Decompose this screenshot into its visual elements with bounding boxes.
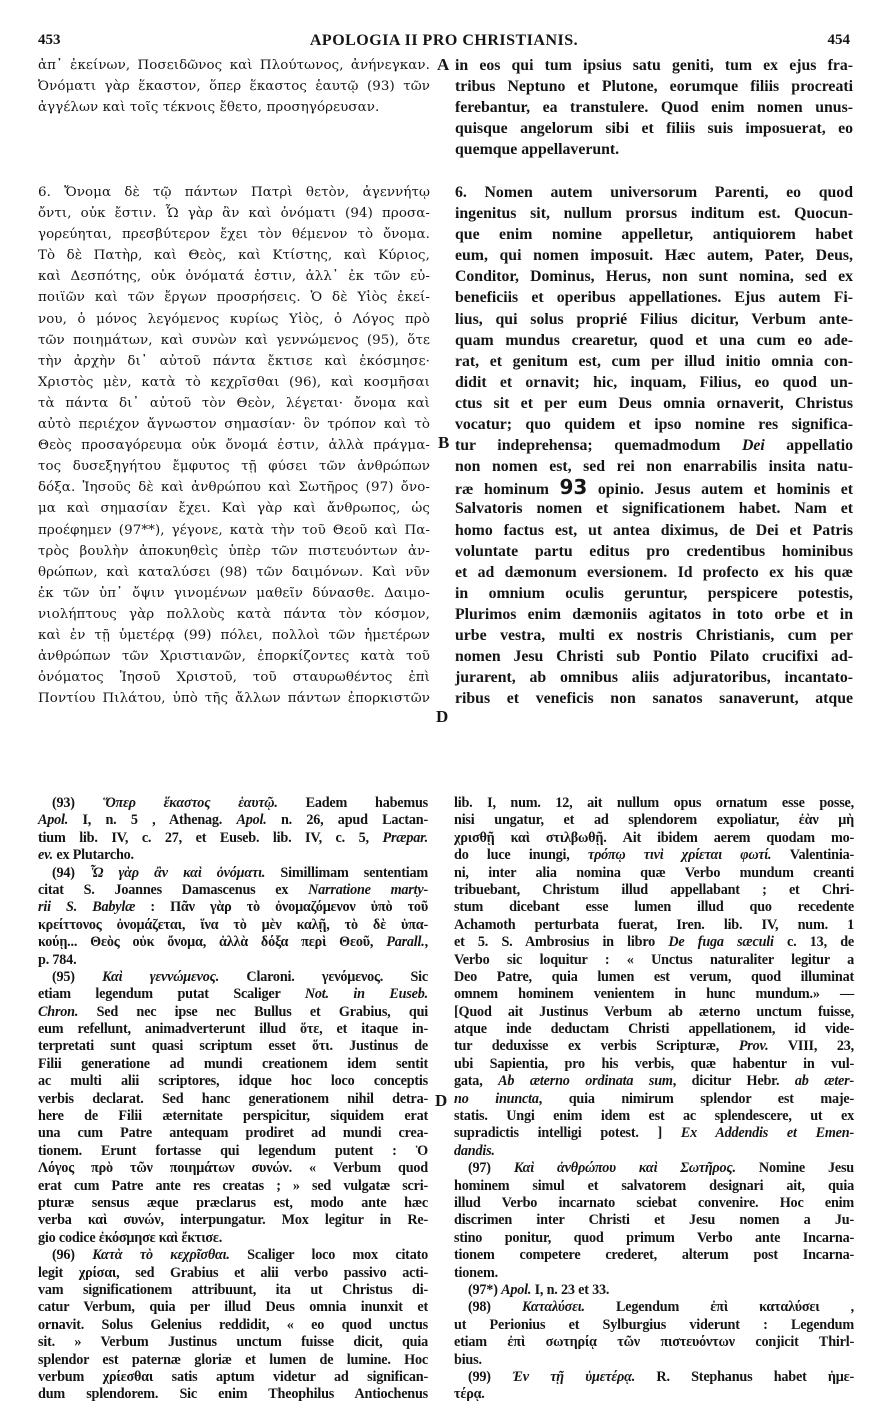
greek-text-top <box>38 55 430 118</box>
footnotes-right-column <box>454 795 854 1404</box>
footnote-line: verbum χρίεσθαι satis aptum videtur ad significan- <box>38 1368 428 1385</box>
footnote-line: legit χρίσαι, sed Grabius et alii verbo passivo acti- <box>38 1264 428 1281</box>
text-line: ὀνόματος Ἰησοῦ Χριστοῦ, τοῦ σταυρωθέντος ἐπὶ <box>38 670 430 686</box>
italic-span: Ex Addendis et Emen- <box>680 1125 854 1142</box>
text-line: Θεὸς προσαγόρευμα οὐκ ὄνομά ἐστιν, ἀλλὰ πράγμα- <box>38 438 430 454</box>
italic-span: Ὅπερ ἕκαστος ἑαυτῷ. <box>102 795 278 811</box>
text-line: καὶ Δεσπότης, οὐκ ὀνόματά ἐστιν, ἀλλ᾽ ἐκ τῶν εὐ- <box>38 269 430 285</box>
italic-span: Apol. <box>501 1281 532 1298</box>
footnote-line: tionem. <box>454 1264 498 1281</box>
footnote-line: verbis declarat. Sed hanc generationem nihil detra- <box>38 1090 428 1107</box>
italic-span: Apol. <box>236 812 267 829</box>
footnote-line: tium lib. IV, c. 27, et Euseb. lib. IV, c. 5, Præpar. <box>38 829 428 846</box>
text-line: ἀνθρώπων τῶν Χριστιανῶν, ἐπορκίζοντες κατὰ τοῦ <box>38 649 430 665</box>
text-line: urbe vestra, multi ex nostris Christianis, cum per <box>455 626 853 644</box>
text-line: τος δυσεξηγήτου ἔμφυτος τῇ φύσει τῶν ἀνθρώπων <box>38 459 430 475</box>
italic-span: Καὶ γεννώμενος. <box>102 968 220 985</box>
footnote-line: tionem competere crederet, alterum post Incarna- <box>454 1247 854 1264</box>
footnote-line: etiam ἐπὶ σωτηρίᾳ τῶν πιστευόντων conjicit Thirl- <box>454 1334 854 1351</box>
footnote-line: stum dicebant esse lumen illud quo recedente <box>454 899 854 916</box>
text-line: et ad dæmonum eversionem. Id profecto ex his quæ <box>455 563 853 581</box>
footnote-line: χρισθῇ καὶ στιλβωθῇ. Ait ibidem aerem quodam mo- <box>454 829 854 846</box>
latin-text-top <box>455 55 853 160</box>
footnote-line: illud Verbo incarnato sciebat convenire. Hoc enim <box>454 1194 854 1211</box>
text-line: ctus sit et per eum Deus omnia ornaverit, Christus <box>455 394 853 412</box>
text-line: rat, et genitum est, cum per illud initio omnia con- <box>455 352 853 370</box>
italic-span: Ab æterno ordinata sum <box>498 1073 673 1090</box>
text-line: ὄντι, οὐκ ἔστιν. Ὧ γὰρ ἂν καὶ ὀνόματι (94) προσα- <box>38 206 430 222</box>
footnote-line: catur Verbum, quia per illud Deus omnia inunxit et <box>38 1299 428 1316</box>
text-line: lius, qui solus proprié Filius dicitur, Verbum ante- <box>455 310 853 328</box>
margin-marker-a: A <box>437 55 450 74</box>
italic-span: Not. in Euseb. <box>304 986 428 1003</box>
italic-span: no inuncta <box>454 1090 539 1107</box>
footnote-line: ni, inter alia nomina quæ Verbo mundum creanti <box>454 864 854 881</box>
italic-span: Dei <box>741 437 765 455</box>
italic-span: Ἐν τῇ ὑμετέρᾳ. <box>512 1368 636 1385</box>
footnote-start-line: (97) Καὶ ἀνθρώπου καὶ Σωτῆρος. Nomine Jesu <box>468 1160 854 1177</box>
greek-text-main <box>38 182 430 709</box>
text-line: Χριστὸς μὲν, κατὰ τὸ κεχρῖσθαι (96), καὶ κοσμῆσαι <box>38 374 430 390</box>
text-line: beneficiis et operibus appellationes. Ejus autem Fi- <box>455 289 853 307</box>
footnote-line: [Quod ait Justinus Verbum ab æterno unctum fuisse, <box>454 1003 854 1020</box>
text-line: Salvatoris nomen et significationem habet. Nam et <box>455 500 853 518</box>
footnote-line: Apol. I, n. 5 , Athenag. Apol. n. 26, apud Lactan- <box>38 812 428 829</box>
text-line: quemque appellaverunt. <box>455 141 620 159</box>
text-line: τῶν ποιημάτων, καὶ συνὼν καὶ γεννώμενος (95), ὅτε <box>38 332 430 348</box>
footnote-line: dum splendorem. Sic enim Theophilus Antiochenus <box>38 1386 428 1403</box>
italic-span: Apol. <box>38 812 69 829</box>
footnote-line: vam significationem attribuunt, ita ut Christus di- <box>38 1281 428 1298</box>
text-line: δόξα. Ἰησοῦς δὲ καὶ ἀνθρώπου καὶ Σωτῆρος (97) ὄνο- <box>38 480 430 496</box>
text-line: μα καὶ σημασίαν ἔχει. Καὶ γὰρ καὶ ἄνθρωπος, ὡς <box>38 501 430 517</box>
footnote-line: gata, Ab æterno ordinata sum, dicitur Hebr. ab æter- <box>454 1073 854 1090</box>
italic-span: Præpar. <box>382 829 428 846</box>
text-line: θρώπων, καὶ καταλύσει (98) τῶν δαιμόνων. Καὶ νῦν <box>38 564 430 580</box>
footnote-line: bius. <box>454 1351 482 1368</box>
italic-span: De fuga sæculi <box>668 934 774 951</box>
text-line: τὰ πάντα δι᾽ αὐτοῦ τὸν Θεὸν, λέγεται· ὄνομα καὶ <box>38 395 430 411</box>
text-line: quam mundus crearetur, quod et una cum eo ade- <box>455 331 853 349</box>
text-line: eum, qui nomen imposuit. Hæc autem, Pater, Deus, <box>455 247 853 265</box>
page-header <box>38 32 850 52</box>
footnote-line: κούῃ... Θεὸς οὐκ ὄνομα, ἀλλὰ δόξα περὶ Θεοῦ, Parall., <box>38 934 428 951</box>
text-line: αὐτὸ περιέχον ἄγνωστον σημασίαν· ὃν τρόπον καὶ τὸ <box>38 417 430 433</box>
italic-span: Καὶ ἀνθρώπου καὶ Σωτῆρος. <box>513 1160 736 1177</box>
footnote-line: tur deduxisse ex verbis Scripturæ, Prov. VIII, 23, <box>454 1038 854 1055</box>
text-line: didit et ornavit; hic, inquam, Filius, eo quod un- <box>455 373 853 391</box>
footnote-line: ubi Sapientia, pro his verbis, quæ habentur in vul- <box>454 1055 854 1072</box>
italic-span: Κατὰ τὸ κεχρῖσθαι. <box>92 1247 230 1264</box>
text-line: ἐκ τῶν ὑπ᾽ ὄψιν γινομένων μαθεῖν δύνασθε. Δαιμο- <box>38 585 430 601</box>
footnote-line: statis. Ungi enim idem est ac splendescere, ut ex <box>454 1108 854 1125</box>
footnote-start-line: (94) Ὧ γὰρ ἂν καὶ ὀνόματι. Simillimam sententiam <box>52 864 429 881</box>
footnote-start-line: (93) Ὅπερ ἕκαστος ἑαυτῷ. Eadem habemus <box>52 795 429 811</box>
text-line: non nomen est, sed rei non enarrabilis insita natu- <box>455 458 853 476</box>
text-line: νιολήπτους γὰρ πολλοὺς κατὰ πάντα τὸν κόσμον, <box>38 606 430 622</box>
margin-marker-d-notes: D <box>435 1091 448 1110</box>
italic-span: Chron. <box>38 1003 79 1020</box>
footnote-line: discrimen inter Christi et Jesu nomen a Ju- <box>454 1212 854 1229</box>
footnote-line: splendor est paternæ gloriæ et lumen de lumine. Hoc <box>38 1351 428 1368</box>
italic-span: dandis. <box>454 1142 495 1159</box>
footnote-line: ev. ex Plutarcho. <box>38 847 134 864</box>
italic-span: Narratione marty- <box>308 881 428 898</box>
footnote-start-line: (97*) Apol. I, n. 23 et 33. <box>468 1281 610 1298</box>
text-line: ingenitus sit, nullum prorsus inditum est. Quocun- <box>455 205 853 223</box>
text-line: ἀγγέλων καὶ τοῖς τέκνοις ἔθετο, προσηγόρευσαν. <box>38 100 380 116</box>
folio-stamp: 93 <box>559 475 588 500</box>
footnote-line: tribuebant, Christum illud appellabant ; et Chri- <box>454 881 854 898</box>
footnote-start-line: (95) Καὶ γεννώμενος. Claroni. γενόμενος. Sic <box>52 968 428 985</box>
text-line: Τὸ δὲ Πατὴρ, καὶ Θεὸς, καὶ Κτίστης, καὶ Κύριος, <box>38 248 430 264</box>
text-line: voluntate partu editus pro credentibus hominibus <box>455 542 853 560</box>
footnote-line: verba καὶ συνών, interpungatur. Mox legitur in Re- <box>38 1212 428 1229</box>
text-line: γορεύηται, πρεσβύτερον ἔχει τὸν θέμενον τὸ ὄνομα. <box>38 227 430 243</box>
footnote-line: here de Filii æternitate perspicitur, siquidem erat <box>38 1108 428 1125</box>
italic-span: Prov. <box>738 1038 769 1055</box>
footnote-line: omnem hominem venientem in hunc mundum.» — <box>454 986 854 1003</box>
text-line: que enim nomine appelletur, antiquiorem habet <box>455 226 853 244</box>
footnote-line: sit. » Verbum Justinus unctum fuisse dicit, quia <box>38 1334 428 1351</box>
footnotes-left-column <box>38 795 428 1404</box>
footnote-line: tionem. Erunt fortasse qui legendum putent : Ὁ <box>38 1142 428 1159</box>
footnote-line: rii S. Babylæ : Πᾶν γὰρ τὸ ὀνομαζόμενον ὑπὸ τοῦ <box>38 899 428 916</box>
text-line: νου, ὁ μόνος λεγόμενος κυρίως Υἱὸς, ὁ Λόγος πρὸ <box>38 311 430 327</box>
italic-span: rii S. Babylæ <box>38 899 136 916</box>
text-line: Ὀνόματι γὰρ ἕκαστον, ὅπερ ἕκαστος ἑαυτῷ (93) τῶν <box>38 79 430 95</box>
text-line: in eos qui tum ipsius satu geniti, tum ex ejus fra- <box>455 57 853 74</box>
text-line: Ποντίου Πιλάτου, ὑπὸ τῆς ἄλλων πάντων ἐπορκιστῶν <box>38 691 430 707</box>
footnote-line: Deo Patre, quia lumen est verum, quod illuminat <box>454 968 854 985</box>
italic-span: Ὧ γὰρ ἂν καὶ ὀνόματι. <box>90 864 266 881</box>
text-line: ἀπ᾽ ἐκείνων, Ποσειδῶνος καὶ Πλούτωνος, ἀνήνεγκαν. <box>38 58 430 73</box>
footnote-line: stino ponitur, quod primum Verbo ante Incarna- <box>454 1229 854 1246</box>
footnote-line: et 5. S. Ambrosius in libro De fuga sæculi c. 13, de <box>454 934 854 951</box>
text-line: Conditor, Dominus, Herus, non sunt nomina, sed ex <box>455 268 853 286</box>
footnote-line: Λόγος πρὸ τῶν ποιημάτων συνών. « Verbum quod <box>38 1160 428 1177</box>
footnote-line: Achamoth perturbata fuerat, Iren. lib. IV, num. 1 <box>454 916 854 933</box>
text-line: ræ hominum 93 opinio. Jesus autem et hominis et <box>455 475 853 500</box>
footnote-line: erat cum Patre ante res creatas ; » sed vulgatæ scri- <box>38 1177 428 1194</box>
footnote-line: nisi ungatur, et ad splendorem expoliatur, ἐὰν μὴ <box>454 812 854 829</box>
footnote-line: lib. I, num. 12, ait nullum opus ornatum esse posse, <box>454 795 854 811</box>
footnote-line: ornavit. Solus Gelenius reddidit, « eo quod unctus <box>38 1316 428 1333</box>
text-line: 6. Ὄνομα δὲ τῷ πάντων Πατρὶ θετὸν, ἀγεννήτῳ <box>38 185 430 200</box>
footnote-line <box>454 1143 854 1160</box>
footnote-line: Filii generatione ad mundi creationem idem sentit <box>38 1055 428 1072</box>
footnote-line: terpretati sunt quasi scriptum esset ὅτι. Justinus de <box>38 1038 428 1055</box>
page-number-right: 454 <box>827 32 850 48</box>
footnote-line: una cum Patre antequam prodiret ad mundi crea- <box>38 1125 428 1142</box>
text-line: προέφημεν (97**), γέγονε, κατὰ τὴν τοῦ Θεοῦ καὶ Πα- <box>38 522 430 538</box>
footnote-line: κρείττονος ὀνομάζεται, ἵνα τὸ μὲν καλῇ, τὸ δὲ ὑπα- <box>38 916 428 933</box>
italic-span: ab æter- <box>794 1073 854 1090</box>
footnote-line: pturæ sensus æque præclarus est, modo ante hæc <box>38 1194 428 1211</box>
footnote-line: citat S. Joannes Damascenus ex Narratione marty- <box>38 881 428 898</box>
text-line: vocatur; quo quidem et ipso nomine res significa- <box>455 416 853 434</box>
footnote-line: ut Perionius et Sylburgius viderunt : Legendum <box>454 1316 854 1333</box>
text-line: in omnium oculis geruntur, perspicere potestis, <box>455 584 853 602</box>
running-title: APOLOGIA II PRO CHRISTIANIS. <box>309 32 579 49</box>
text-line: καὶ ἐν τῇ ὑμετέρᾳ (99) πόλει, πολλοὶ τῶν ἡμετέρων <box>38 627 430 643</box>
footnote-start-line: (98) Καταλύσει. Legendum ἐπὶ καταλύσει , <box>468 1299 854 1316</box>
footnote-start-line: (96) Κατὰ τὸ κεχρῖσθαι. Scaliger loco mox citato <box>52 1247 429 1264</box>
margin-marker-d: D <box>436 707 449 726</box>
text-line: ferebantur, ea transtulere. Quod enim nomen unus- <box>455 99 853 117</box>
footnote-start-line: (99) Ἐν τῇ ὑμετέρᾳ. R. Stephanus habet ἡμε- <box>468 1368 854 1385</box>
text-line: τρὸς βουλὴν ἀποκυηθεὶς ὑπὲρ τῶν πιστευόντων ἀν- <box>38 543 430 559</box>
text-line: τὴν ἀρχὴν δι᾽ αὐτοῦ πάντα ἔκτισε καὶ ἐκόσμησε· <box>38 353 430 369</box>
italic-span: τρόπῳ τινὶ χρίεται φωτί. <box>587 847 772 864</box>
footnote-line: supradictis intelligi potest. ] Ex Addendis et Emen- <box>454 1125 854 1142</box>
footnote-line: atque inde deductam Christi appellationem, id vide- <box>454 1021 854 1038</box>
footnote-line: eum refellunt, animadverterunt illud ὅτε, et itaque in- <box>38 1021 428 1038</box>
italic-span: ev. <box>38 847 54 864</box>
text-line: tur indeprehensa; quemadmodum Dei appellatio <box>455 437 853 455</box>
footnote-line: Verbo sic loquitur : « Unctus naturaliter legitur a <box>454 951 854 968</box>
text-line: Plurimos enim dæmoniis agitatos in toto orbe et in <box>455 605 853 623</box>
text-line: quisque angelorum sibi et filiis suis imposuerat, eo <box>455 120 853 138</box>
text-line: 6. Nomen autem universorum Parenti, eo quod <box>455 184 853 201</box>
text-line: jurarent, ab omnibus aliis adjuratoribus, incantato- <box>455 669 853 687</box>
footnote-line: gio codice ἐκόσμησε καὶ ἔκτισε. <box>38 1229 223 1246</box>
footnote-line: p. 784. <box>38 951 77 968</box>
footnote-line: hominem simul et salvatorem designari ait, quia <box>454 1177 854 1194</box>
italic-span: Καταλύσει. <box>522 1299 585 1316</box>
footnote-line: etiam legendum putat Scaliger Not. in Euseb. <box>38 986 428 1003</box>
text-line: tribus Neptuno et Plutone, eorumque filiis procreati <box>455 78 853 96</box>
text-line: ποιϊῶν καὶ τῶν ἔργων προσρήσεις. Ὁ δὲ Υἱὸς ἐκεί- <box>38 290 430 306</box>
latin-text-main <box>455 182 853 709</box>
footnote-line: τέρᾳ. <box>454 1386 485 1403</box>
footnote-line: ac multi alii scriptores, idque hoc loco conceptis <box>38 1073 428 1090</box>
text-line: ribus et veneficis non sanatos sanaverunt, atque <box>455 690 853 708</box>
footnote-line: no inuncta, quia nimirum splendor est maje- <box>454 1090 854 1107</box>
italic-span: Parall. <box>386 934 425 951</box>
margin-marker-b: B <box>438 433 450 452</box>
footnote-line: do luce inungi, τρόπῳ τινὶ χρίεται φωτί. Valentinia- <box>454 847 855 864</box>
page-number-left: 453 <box>38 32 61 48</box>
text-line: homo factus est, ut antea diximus, de Dei et Patris <box>455 521 853 539</box>
footnote-line: Chron. Sed nec ipse nec Bullus et Grabius, qui <box>38 1003 428 1020</box>
text-line: nomen Jesu Christi sub Pontio Pilato crucifixi ad- <box>455 648 853 666</box>
